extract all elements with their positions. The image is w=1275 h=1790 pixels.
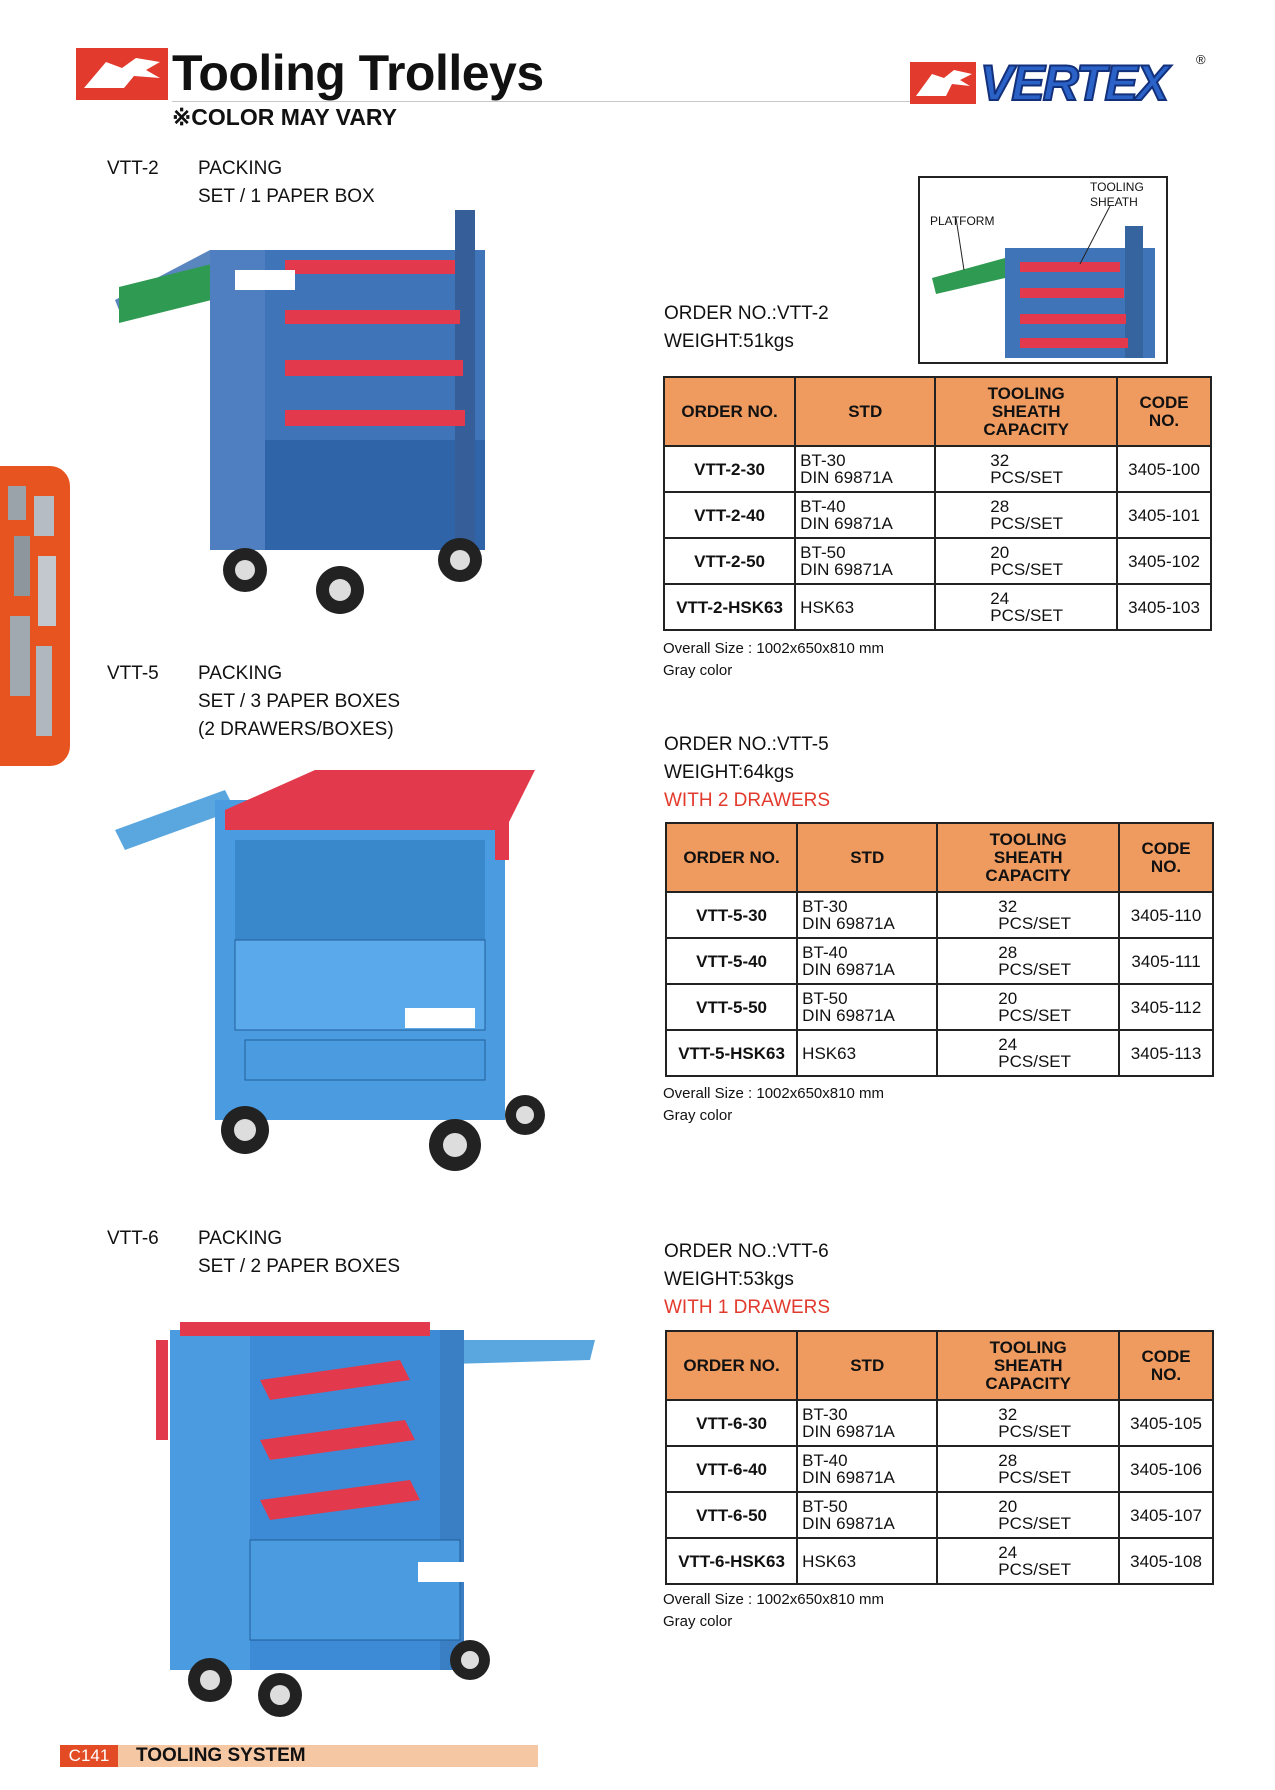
brand-name: VERTEX	[980, 55, 1168, 111]
code-cell: 3405-100	[1117, 446, 1211, 492]
drawers-line: WITH 2 DRAWERS	[664, 790, 831, 811]
packing-line: SET / 2 PAPER BOXES	[198, 1256, 401, 1277]
capacity-cell: 20 PCS/SET	[937, 1492, 1119, 1538]
order-line: ORDER NO.:VTT-5	[664, 734, 829, 755]
header-code: CODE NO.	[1119, 1331, 1213, 1400]
std-cell: BT-40 DIN 69871A	[797, 938, 937, 984]
spec-table	[665, 822, 1214, 1077]
code-cell: 3405-101	[1117, 492, 1211, 538]
header-std: STD	[797, 823, 937, 892]
order-no-cell: VTT-5-30	[666, 892, 797, 938]
vtt-2-trolley-image	[115, 210, 555, 620]
code-cell: 3405-110	[1119, 892, 1213, 938]
order-no-cell: VTT-2-50	[664, 538, 795, 584]
order-no-cell: VTT-5-HSK63	[666, 1030, 797, 1076]
spec-table	[663, 376, 1212, 631]
order-line: ORDER NO.:VTT-2	[664, 303, 829, 324]
std-cell: BT-50 DIN 69871A	[797, 984, 937, 1030]
model-label: VTT-6	[107, 1228, 159, 1249]
inset-label-sheath: TOOLING SHEATH	[1090, 180, 1144, 209]
color-note: Gray color	[663, 1613, 733, 1630]
table-row	[666, 984, 1213, 1030]
footer-section: TOOLING SYSTEM	[136, 1745, 306, 1766]
model-label: VTT-2	[107, 158, 159, 179]
color-note: Gray color	[663, 662, 733, 679]
capacity-cell: 24 PCS/SET	[935, 584, 1117, 630]
code-cell: 3405-107	[1119, 1492, 1213, 1538]
order-line: ORDER NO.:VTT-6	[664, 1241, 829, 1262]
packing-line: (2 DRAWERS/BOXES)	[198, 719, 394, 740]
capacity-cell: 32 PCS/SET	[937, 892, 1119, 938]
overall-size: Overall Size : 1002x650x810 mm	[663, 1591, 884, 1608]
table-row	[664, 446, 1211, 492]
table-row	[666, 938, 1213, 984]
overall-size: Overall Size : 1002x650x810 mm	[663, 640, 884, 657]
header-std: STD	[797, 1331, 937, 1400]
header-capacity: TOOLING SHEATH CAPACITY	[935, 377, 1117, 446]
page-number: C141	[60, 1745, 118, 1767]
order-no-cell: VTT-2-HSK63	[664, 584, 795, 630]
capacity-cell: 32 PCS/SET	[937, 1400, 1119, 1446]
code-cell: 3405-108	[1119, 1538, 1213, 1584]
order-no-cell: VTT-2-30	[664, 446, 795, 492]
capacity-cell: 24 PCS/SET	[937, 1030, 1119, 1076]
vtt-5-trolley-image	[115, 760, 575, 1180]
header-code: CODE NO.	[1119, 823, 1213, 892]
capacity-cell: 28 PCS/SET	[937, 938, 1119, 984]
order-no-cell: VTT-5-40	[666, 938, 797, 984]
table-row	[664, 492, 1211, 538]
spec-table	[665, 1330, 1214, 1585]
order-no-cell: VTT-6-30	[666, 1400, 797, 1446]
std-cell: BT-50 DIN 69871A	[795, 538, 935, 584]
weight-line: WEIGHT:53kgs	[664, 1269, 794, 1290]
order-no-cell: VTT-2-40	[664, 492, 795, 538]
std-cell: BT-40 DIN 69871A	[797, 1446, 937, 1492]
table-row	[666, 1446, 1213, 1492]
order-no-cell: VTT-5-50	[666, 984, 797, 1030]
weight-line: WEIGHT:64kgs	[664, 762, 794, 783]
table-row	[664, 584, 1211, 630]
table-row	[666, 1492, 1213, 1538]
capacity-cell: 24 PCS/SET	[937, 1538, 1119, 1584]
header-order: ORDER NO.	[666, 823, 797, 892]
packing-label: PACKING	[198, 158, 283, 179]
std-cell: HSK63	[797, 1538, 937, 1584]
capacity-cell: 32 PCS/SET	[935, 446, 1117, 492]
order-no-cell: VTT-6-50	[666, 1492, 797, 1538]
table-header-row	[664, 377, 1211, 446]
std-cell: HSK63	[797, 1030, 937, 1076]
inset-label-platform: PLATFORM	[930, 214, 995, 228]
header-std: STD	[795, 377, 935, 446]
header-code: CODE NO.	[1117, 377, 1211, 446]
packing-line: SET / 1 PAPER BOX	[198, 186, 375, 207]
code-cell: 3405-105	[1119, 1400, 1213, 1446]
code-cell: 3405-113	[1119, 1030, 1213, 1076]
header-order: ORDER NO.	[666, 1331, 797, 1400]
order-no-cell: VTT-6-40	[666, 1446, 797, 1492]
platform-inset	[918, 176, 1168, 364]
drawers-line: WITH 1 DRAWERS	[664, 1297, 831, 1318]
capacity-cell: 28 PCS/SET	[937, 1446, 1119, 1492]
page-subtitle: ※COLOR MAY VARY	[172, 104, 398, 130]
page-title: Tooling Trolleys	[172, 45, 544, 101]
registered-mark: ®	[1196, 52, 1206, 67]
header-capacity: TOOLING SHEATH CAPACITY	[937, 823, 1119, 892]
table-row	[666, 1538, 1213, 1584]
packing-label: PACKING	[198, 1228, 283, 1249]
code-cell: 3405-112	[1119, 984, 1213, 1030]
capacity-cell: 20 PCS/SET	[935, 538, 1117, 584]
std-cell: BT-40 DIN 69871A	[795, 492, 935, 538]
header-capacity: TOOLING SHEATH CAPACITY	[937, 1331, 1119, 1400]
order-no-cell: VTT-6-HSK63	[666, 1538, 797, 1584]
header-order: ORDER NO.	[664, 377, 795, 446]
table-row	[666, 1030, 1213, 1076]
eagle-logo-icon	[76, 48, 168, 100]
weight-line: WEIGHT:51kgs	[664, 331, 794, 352]
model-label: VTT-5	[107, 663, 159, 684]
code-cell: 3405-102	[1117, 538, 1211, 584]
table-row	[664, 538, 1211, 584]
std-cell: BT-30 DIN 69871A	[797, 1400, 937, 1446]
vtt-6-trolley-image	[150, 1300, 600, 1720]
tool-holders-icon	[0, 466, 70, 766]
packing-line: SET / 3 PAPER BOXES	[198, 691, 401, 712]
packing-label: PACKING	[198, 663, 283, 684]
capacity-cell: 20 PCS/SET	[937, 984, 1119, 1030]
table-header-row	[666, 1331, 1213, 1400]
code-cell: 3405-111	[1119, 938, 1213, 984]
table-row	[666, 1400, 1213, 1446]
capacity-cell: 28 PCS/SET	[935, 492, 1117, 538]
std-cell: BT-50 DIN 69871A	[797, 1492, 937, 1538]
overall-size: Overall Size : 1002x650x810 mm	[663, 1085, 884, 1102]
color-note: Gray color	[663, 1107, 733, 1124]
table-header-row	[666, 823, 1213, 892]
code-cell: 3405-103	[1117, 584, 1211, 630]
std-cell: BT-30 DIN 69871A	[797, 892, 937, 938]
table-row	[666, 892, 1213, 938]
std-cell: BT-30 DIN 69871A	[795, 446, 935, 492]
code-cell: 3405-106	[1119, 1446, 1213, 1492]
std-cell: HSK63	[795, 584, 935, 630]
side-tab-decoration	[0, 466, 70, 766]
title-underline	[172, 101, 912, 102]
